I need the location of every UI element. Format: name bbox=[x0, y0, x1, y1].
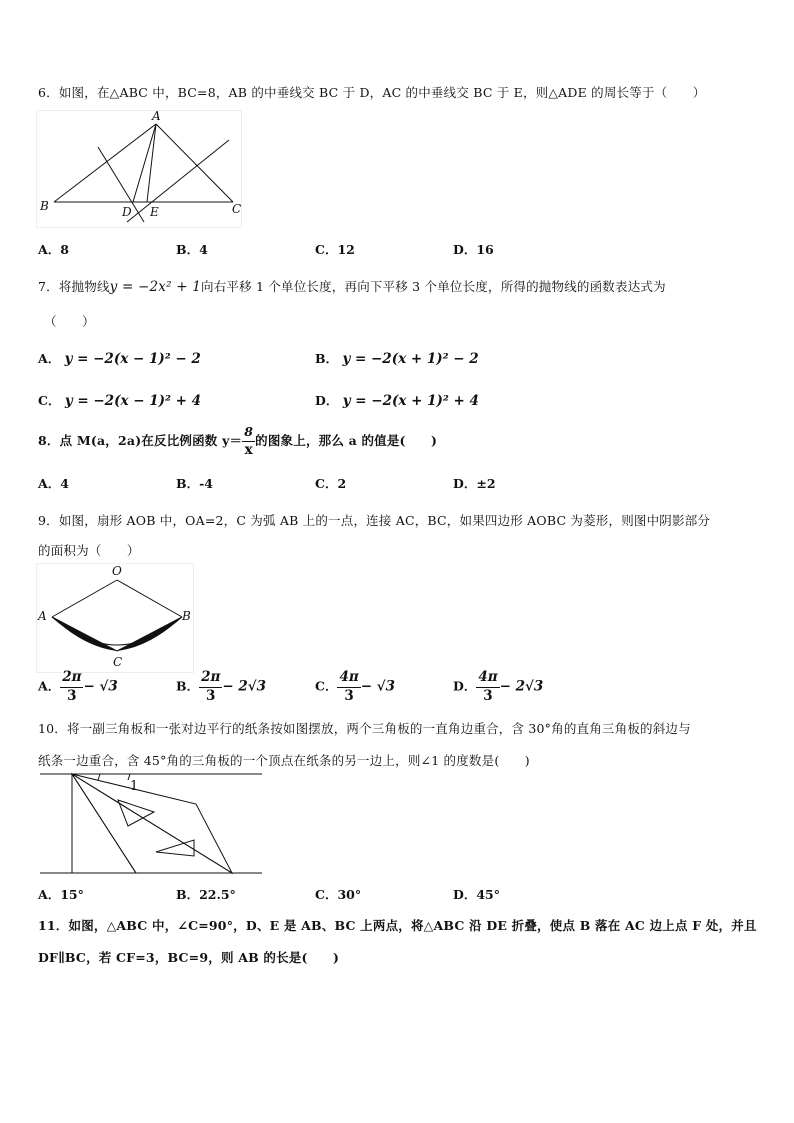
q10-option-b[interactable]: B．22.5° bbox=[176, 887, 236, 902]
q6-stem: 6．如图，在△ABC 中，BC=8，AB 的中垂线交 BC 于 D，AC 的中垂线交 BC 于 E，则△ADE 的周长等于（ ） bbox=[38, 85, 706, 100]
q6-option-d[interactable]: D．16 bbox=[453, 242, 494, 257]
q7-function: y = −2x² + 1 bbox=[109, 279, 201, 295]
q9-label-A: A bbox=[38, 609, 47, 623]
q6-option-b[interactable]: B．4 bbox=[176, 242, 208, 257]
q6-label-D: D bbox=[122, 205, 132, 219]
q10-option-d[interactable]: D．45° bbox=[453, 887, 500, 902]
q9-stem-line1: 9．如图，扇形 AOB 中，OA=2，C 为弧 AB 上的一点，连接 AC，BC，如果四边形 AOBC 为菱形，则图中阴影部分 bbox=[38, 513, 711, 528]
q6-option-c[interactable]: C．12 bbox=[315, 242, 355, 257]
q10-stem-line2: 纸条一边重合，含 45°角的三角板的一个顶点在纸条的另一边上，则∠1 的度数是( ) bbox=[38, 753, 530, 768]
q8-option-c[interactable]: C．2 bbox=[315, 476, 347, 491]
q10-option-c[interactable]: C．30° bbox=[315, 887, 362, 902]
q9-label-B: B bbox=[182, 609, 191, 623]
q9-option-d[interactable]: D． $\frac{4\pi}{3}$ − 2√3 bbox=[453, 669, 544, 704]
q6-figure-triangle bbox=[36, 110, 242, 228]
q10-figure-set-squares bbox=[36, 768, 266, 878]
q9-label-C: C bbox=[113, 655, 123, 669]
q9-figure-sector bbox=[36, 563, 194, 673]
q8-option-b[interactable]: B．-4 bbox=[176, 476, 213, 491]
q6-option-a[interactable]: A．8 bbox=[38, 242, 69, 257]
q6-label-C: C bbox=[232, 202, 242, 216]
q9-option-c[interactable]: C． $\frac{4\pi}{3}$ − √3 bbox=[315, 669, 396, 704]
q6-label-B: B bbox=[40, 199, 49, 213]
q9-option-b[interactable]: B． $\frac{2\pi}{3}$ − 2√3 bbox=[176, 669, 267, 704]
q7-option-b[interactable]: B． y = −2(x + 1)² − 2 bbox=[315, 351, 479, 367]
q7-paren: （ ） bbox=[44, 314, 95, 329]
q10-angle-1-label: 1 bbox=[130, 779, 139, 794]
q7-option-d[interactable]: D． y = −2(x + 1)² + 4 bbox=[315, 393, 479, 409]
q9-stem-line2: 的面积为（ ） bbox=[38, 543, 140, 558]
q7-stem: 7．将抛物线y = −2x² + 1向右平移 1 个单位长度，再向下平移 3 个单位长度，所得的抛物线的函数表达式为 bbox=[38, 279, 666, 295]
q8-stem: 8．点 M(a，2a)在反比例函数 y＝ $\frac{8}{x}$ 的图象上，那么 a 的值是( ) bbox=[38, 424, 438, 458]
q10-stem-line1: 10．将一副三角板和一张对边平行的纸条按如图摆放，两个三角板的一直角边重合，含 30°角的直角三角板的斜边与 bbox=[38, 721, 691, 736]
q6-label-E: E bbox=[150, 205, 159, 219]
q11-stem-line1: 11．如图，△ABC 中，∠C=90°，D、E 是 AB、BC 上两点，将△ABC 沿 DE 折叠，使点 B 落在 AC 边上点 F 处，并且 bbox=[38, 918, 757, 933]
q10-option-a[interactable]: A．15° bbox=[38, 887, 84, 902]
q11-stem-line2: DF∥BC，若 CF=3，BC=9，则 AB 的长是( ) bbox=[38, 950, 340, 965]
q7-option-c[interactable]: C． y = −2(x − 1)² + 4 bbox=[38, 393, 202, 409]
q8-option-d[interactable]: D．±2 bbox=[453, 476, 496, 491]
q8-option-a[interactable]: A．4 bbox=[38, 476, 69, 491]
q9-option-a[interactable]: A． $\frac{2\pi}{3}$ − √3 bbox=[38, 669, 118, 704]
q6-label-A: A bbox=[152, 110, 161, 123]
q7-option-a[interactable]: A． y = −2(x − 1)² − 2 bbox=[38, 351, 201, 367]
q9-label-O: O bbox=[112, 564, 122, 578]
q8-fraction: $\frac{8}{x}$ bbox=[244, 424, 254, 458]
